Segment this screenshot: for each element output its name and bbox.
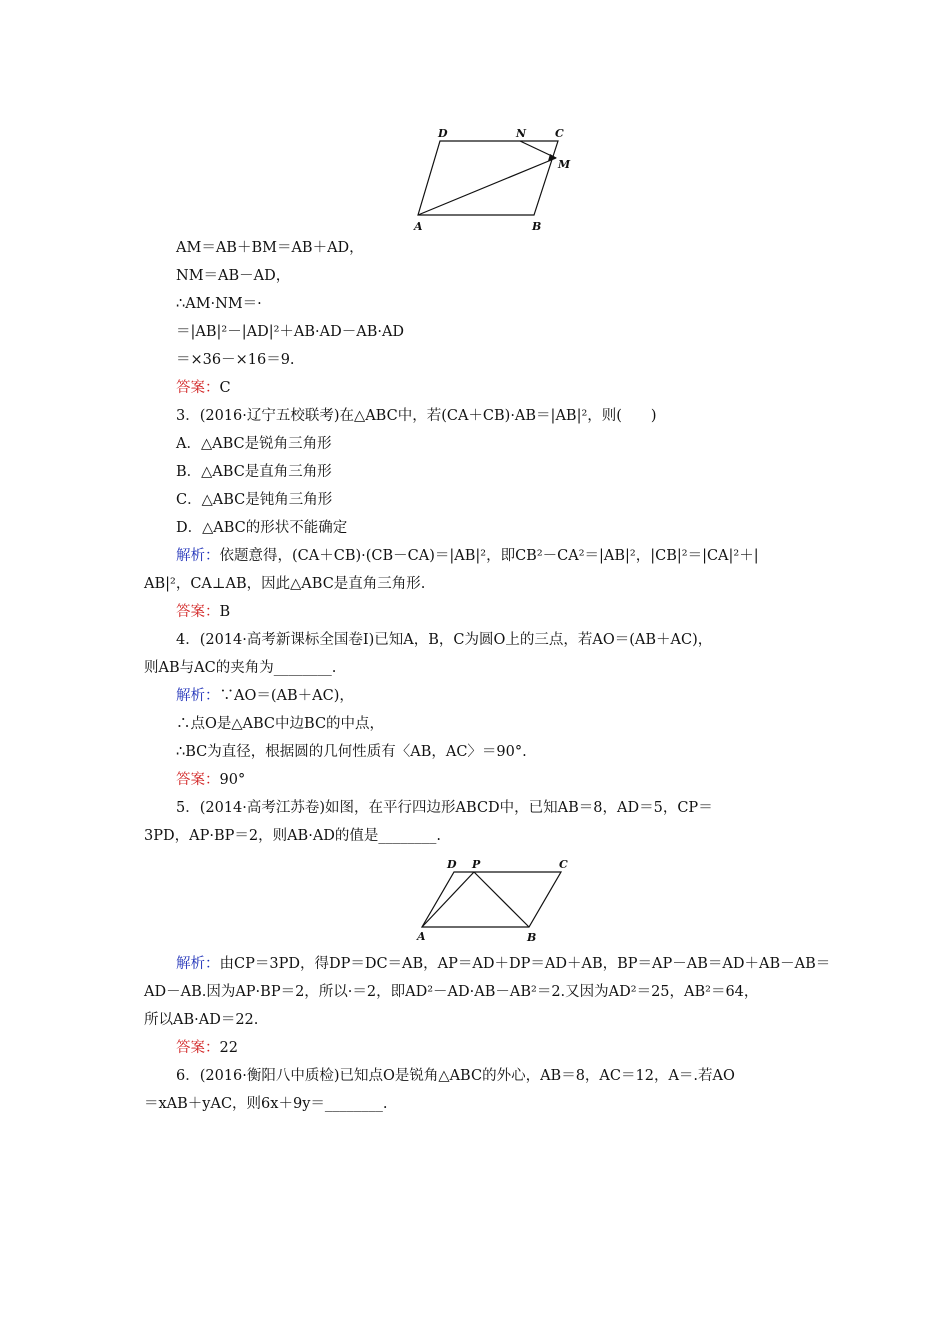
q4-analysis-1: [176, 686, 354, 706]
answer-value: B: [219, 604, 231, 620]
label-d-2: D: [447, 858, 457, 871]
answer-label: 答案：: [176, 772, 220, 788]
q3-option-a: A．△ABC是锐角三角形: [176, 436, 332, 452]
q3-analysis-text-1: 依题意得，(CA＋CB)·(CB－CA)＝|AB|²，即CB²－CA²＝|AB|²，|CB|²＝|CA|²＋|: [219, 548, 759, 564]
answer-label: 答案：: [176, 380, 220, 396]
derivation-line-5: ＝×36－×16＝9.: [176, 352, 295, 368]
derivation-line-2: NM＝AB－AD，: [176, 268, 291, 284]
q5-analysis-2: AD－AB.因为AP·BP＝2，所以·＝2，即AD²－AD·AB－AB²＝2.又因为AD²＝25，AB²＝64，: [144, 984, 759, 1000]
label-b-1: B: [532, 220, 542, 233]
q4-stem-1: 4．(2014·高考新课标全国卷Ⅰ)已知A，B，C为圆O上的三点，若AO＝(AB＋AC)，: [176, 632, 713, 648]
q5-stem-1: 5．(2014·高考江苏卷)如图，在平行四边形ABCD中，已知AB＝8，AD＝5，CP＝: [176, 800, 713, 816]
label-m-1: M: [558, 158, 571, 171]
answer-value: 22: [219, 1040, 238, 1056]
label-p-2: P: [472, 858, 481, 871]
analysis-label: 解析：: [176, 956, 220, 972]
answer-value: 90°: [219, 772, 246, 788]
q5-analysis-1: [176, 954, 830, 974]
q5-analysis-3: 所以AB·AD＝22.: [144, 1012, 259, 1028]
derivation-line-1: AM＝AB＋BM＝AB＋AD，: [176, 240, 364, 256]
q3-stem: 3．(2016·辽宁五校联考)在△ABC中，若(CA＋CB)·AB＝|AB|²，则( ): [176, 408, 657, 424]
answer-line-q3: [176, 602, 230, 622]
label-c-1: C: [555, 127, 564, 140]
answer-label: 答案：: [176, 604, 220, 620]
label-d-1: D: [438, 127, 448, 140]
q3-analysis-2: AB|²，CA⊥AB，因此△ABC是直角三角形.: [144, 576, 426, 592]
q3-analysis-1: [176, 546, 759, 566]
analysis-label: 解析：: [176, 548, 220, 564]
segment-ap: [422, 872, 474, 927]
q3-option-b: B．△ABC是直角三角形: [176, 464, 332, 480]
answer-line-q4: [176, 770, 245, 790]
derivation-line-3: ∴AM·NM＝·: [176, 296, 262, 312]
derivation-line-4: ＝|AB|²－|AD|²＋AB·AD－AB·AD: [176, 324, 405, 340]
label-c-2: C: [559, 858, 568, 871]
q5-analysis-text-1: 由CP＝3PD，得DP＝DC＝AB，AP＝AD＋DP＝AD＋AB，BP＝AP－AB＝AD＋AB－AB＝: [219, 956, 831, 972]
segment-bp: [474, 872, 529, 927]
q4-analysis-2: ∴点O是△ABC中边BC的中点，: [176, 716, 385, 732]
q5-stem-2: 3PD，AP·BP＝2，则AB·AD的值是________.: [144, 828, 442, 844]
q6-stem-1: 6．(2016·衡阳八中质检)已知点O是锐角△ABC的外心，AB＝8，AC＝12，A＝.若AO: [176, 1068, 735, 1084]
q4-stem-2: 则AB与AC的夹角为________.: [144, 660, 337, 676]
q3-option-d: D．△ABC的形状不能确定: [176, 520, 348, 536]
answer-value: C: [219, 380, 231, 396]
q4-analysis-3: ∴BC为直径，根据圆的几何性质有〈AB，AC〉＝90°.: [176, 744, 527, 760]
q4-analysis-text-1: ∵AO＝(AB＋AC)，: [219, 688, 354, 704]
q6-stem-2: ＝xAB＋yAC，则6x＋9y＝________.: [144, 1096, 388, 1112]
label-b-2: B: [527, 931, 537, 944]
q3-option-c: C．△ABC是钝角三角形: [176, 492, 333, 508]
parallelogram-abcd-1: [418, 141, 558, 215]
analysis-label: 解析：: [176, 688, 220, 704]
label-a-1: A: [414, 220, 423, 233]
parallelogram-figure-2: [405, 852, 580, 947]
label-n-1: N: [516, 127, 527, 140]
parallelogram-figure-1: [400, 118, 590, 238]
answer-label: 答案：: [176, 1040, 220, 1056]
parallelogram-abcd-2: [422, 872, 561, 927]
segment-am: [418, 158, 556, 215]
label-a-2: A: [417, 930, 426, 943]
answer-line-q5: [176, 1038, 238, 1058]
answer-line-q2: [176, 378, 231, 398]
